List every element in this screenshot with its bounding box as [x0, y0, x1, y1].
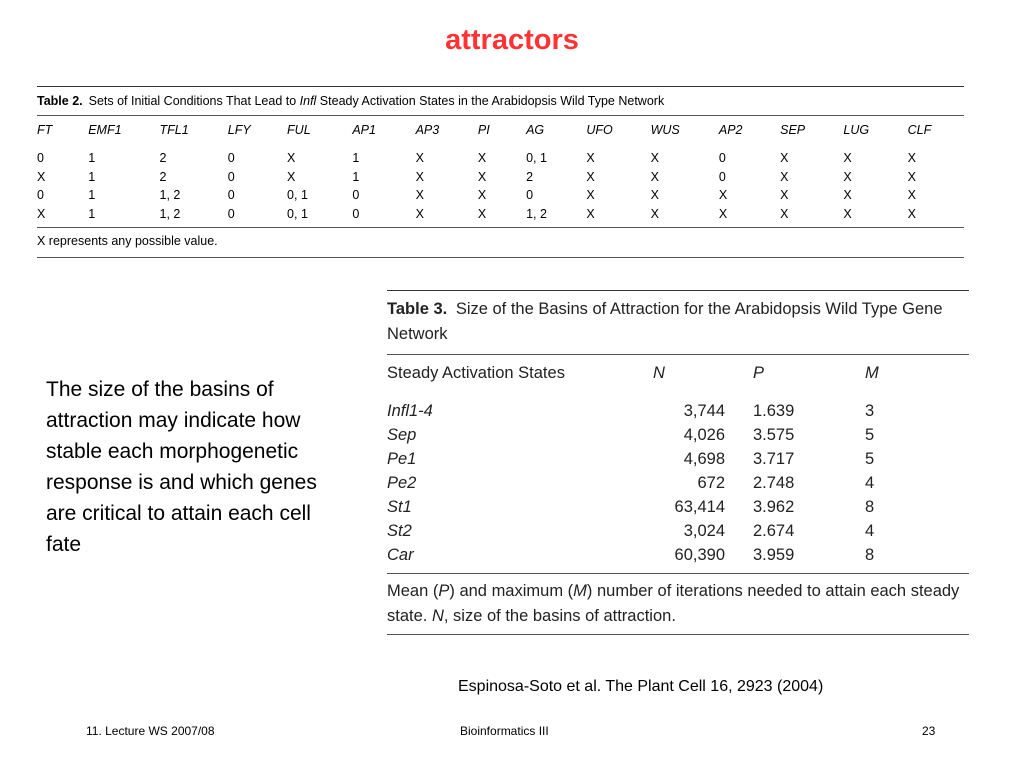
table-cell-state: Pe1 [387, 449, 417, 468]
table-cell: X [287, 151, 296, 166]
table-2-label: Table 2. [37, 94, 83, 108]
table-cell: X [650, 169, 659, 184]
table-cell-m: 5 [865, 449, 875, 468]
table-row [387, 423, 969, 447]
table-3-caption-text: Size of the Basins of Attraction for the Arabidopsis Wild Type Gene Network [387, 300, 943, 343]
table-3-label: Table 3. [387, 300, 448, 318]
table-3-footnote-em: N [431, 607, 444, 625]
table-2-column-header: LUG [843, 123, 870, 137]
table-cell: 0 [526, 188, 534, 203]
table-3-caption [387, 291, 969, 354]
slide-title: attractors [445, 24, 579, 56]
table-cell: 2 [159, 151, 167, 166]
table-cell: X [718, 206, 728, 221]
table-cell: X [907, 151, 916, 166]
table-cell-p: 2.674 [753, 521, 795, 540]
table-cell: 1, 2 [526, 206, 547, 221]
table-cell-state: Pe2 [387, 473, 417, 492]
table-2-column-header: AP2 [718, 123, 743, 137]
table-cell: X [586, 188, 595, 203]
table-cell-n: 63,414 [674, 497, 725, 516]
table-3-footnote-em: M [573, 582, 587, 600]
table-cell: X [415, 206, 424, 221]
table-2-caption-pre: Sets of Initial Conditions That Lead to [88, 94, 300, 108]
table-cell: 0 [37, 151, 44, 166]
table-cell: X [477, 169, 487, 184]
table-cell: 0 [37, 188, 44, 203]
table-cell: 0 [227, 206, 235, 221]
table-cell-n: 3,024 [683, 521, 725, 540]
table-cell: 0 [227, 188, 235, 203]
table-cell-state: Car [387, 545, 414, 564]
table-cell: X [287, 169, 296, 184]
table-2-grid [37, 116, 964, 227]
table-cell-p: 3.962 [753, 497, 795, 516]
table-cell-n: 4,026 [683, 425, 725, 444]
table-3-grid [387, 355, 969, 573]
table-cell: X [843, 206, 852, 221]
table-cell: X [907, 169, 916, 184]
table-cell: X [37, 169, 46, 184]
table-cell-state: Sep [387, 425, 417, 444]
table-3-footnote [387, 574, 969, 634]
table-3-bottom-rule [387, 634, 969, 635]
table-cell: 0, 1 [526, 151, 547, 166]
table-2-caption-post: Steady Activation States in the Arabidopsis Wild Type Network [316, 94, 665, 108]
table-2-column-header: FUL [287, 123, 311, 137]
table-2-caption [37, 87, 964, 115]
table-2-body [37, 144, 964, 227]
table-3-header-row [387, 355, 969, 392]
table-2-column-header: CLF [907, 123, 932, 137]
table-cell: X [780, 188, 789, 203]
table-2-column-header: EMF1 [88, 123, 122, 137]
table-2-bottom-rule [37, 257, 964, 258]
table-2-column-header: PI [477, 123, 490, 137]
table-3 [387, 290, 969, 635]
table-cell-p: 3.717 [753, 449, 795, 468]
table-cell: X [843, 188, 852, 203]
table-cell: X [718, 188, 728, 203]
table-3-footnote-part: ) and maximum ( [449, 582, 574, 600]
table-cell-n: 3,744 [683, 401, 725, 420]
table-2-column-header: SEP [780, 123, 806, 137]
side-explanation-text: The size of the basins of attraction may indicate how stable each morphogenetic response is and which genes are critical to attain each cell fate [46, 378, 317, 556]
table-cell-m: 4 [865, 521, 875, 540]
table-cell: X [843, 151, 852, 166]
table-cell: 1 [88, 188, 96, 203]
table-cell-p: 3.959 [753, 545, 795, 564]
table-cell-m: 8 [865, 497, 875, 516]
table-cell: 1 [352, 169, 360, 184]
table-cell: X [37, 206, 46, 221]
table-3-footnote-part: Mean ( [387, 582, 439, 600]
footer-course: Bioinformatics III [460, 724, 549, 738]
table-2-column-header: UFO [586, 123, 613, 137]
table-2-column-header: FT [37, 123, 53, 137]
table-cell: 0 [227, 169, 235, 184]
table-cell: X [415, 151, 424, 166]
table-2-column-header: TFL1 [159, 123, 189, 137]
table-cell-state: St1 [387, 497, 412, 516]
table-2-column-header: AG [526, 123, 545, 137]
table-cell: 0 [352, 206, 360, 221]
table-cell: X [477, 206, 487, 221]
table-cell-p: 1.639 [753, 401, 795, 420]
table-3-body [387, 392, 969, 573]
table-row [37, 144, 964, 168]
table-cell-state: Infl1-4 [387, 401, 433, 420]
table-cell: X [780, 206, 789, 221]
table-2-column-header: AP1 [352, 123, 376, 137]
table-3-header-p: P [753, 364, 765, 382]
table-cell: 0 [227, 151, 235, 166]
table-cell: X [843, 169, 852, 184]
table-cell-n: 60,390 [674, 545, 725, 564]
table-cell: X [780, 151, 789, 166]
table-cell-n: 672 [697, 473, 725, 492]
table-cell: 1 [88, 151, 96, 166]
table-cell-m: 3 [865, 401, 875, 420]
table-cell-p: 3.575 [753, 425, 795, 444]
table-cell: X [907, 188, 916, 203]
table-cell-m: 4 [865, 473, 875, 492]
table-cell: 1, 2 [159, 188, 181, 203]
table-cell: X [650, 206, 659, 221]
table-cell: 0, 1 [287, 188, 308, 203]
table-cell-m: 8 [865, 545, 875, 564]
table-3-header-n: N [653, 364, 665, 382]
footer-lecture: 11. Lecture WS 2007/08 [86, 724, 215, 738]
table-cell: X [650, 151, 659, 166]
table-cell: 2 [526, 169, 534, 184]
table-2-column-header: WUS [650, 123, 680, 137]
table-cell: X [650, 188, 659, 203]
table-row [387, 519, 969, 543]
table-row [387, 495, 969, 519]
table-cell: 1 [352, 151, 360, 166]
table-2 [37, 86, 964, 258]
table-cell: 2 [159, 169, 167, 184]
table-2-column-header: AP3 [415, 123, 440, 137]
table-row [387, 392, 969, 423]
table-cell: 1 [88, 206, 96, 221]
table-cell: X [415, 169, 424, 184]
table-2-footnote: X represents any possible value. [37, 234, 218, 248]
footer-page-number: 23 [922, 724, 936, 738]
table-3-header-state: Steady Activation States [387, 364, 565, 382]
table-cell: 1 [88, 169, 96, 184]
citation: Espinosa-Soto et al. The Plant Cell 16, 2923 (2004) [458, 678, 824, 695]
table-3-footnote-part: , size of the basins of attraction. [443, 607, 676, 625]
table-cell: 0 [718, 151, 726, 166]
table-cell: 0 [352, 188, 360, 203]
table-cell: X [780, 169, 789, 184]
table-row [37, 168, 964, 187]
table-2-caption-em: Infl [299, 94, 317, 108]
table-cell-m: 5 [865, 425, 875, 444]
table-cell: 0 [718, 169, 726, 184]
table-cell: X [586, 151, 595, 166]
table-cell-n: 4,698 [683, 449, 725, 468]
table-row [387, 447, 969, 471]
table-cell-state: St2 [387, 521, 412, 540]
table-row [37, 205, 964, 228]
table-cell: X [477, 188, 487, 203]
table-3-header-m: M [865, 364, 879, 382]
table-cell: 0, 1 [287, 206, 308, 221]
table-cell: X [477, 151, 487, 166]
table-2-column-header: LFY [227, 123, 251, 137]
table-row [37, 186, 964, 205]
table-2-header-row [37, 116, 964, 144]
table-cell: X [586, 206, 595, 221]
table-3-footnote-part: ) number of iterations needed to attain each steady state. [387, 582, 960, 625]
table-cell: X [415, 188, 424, 203]
table-cell: 1, 2 [159, 206, 181, 221]
table-cell-p: 2.748 [753, 473, 795, 492]
table-row [387, 543, 969, 573]
table-row [387, 471, 969, 495]
table-cell: X [586, 169, 595, 184]
table-cell: X [907, 206, 916, 221]
table-3-footnote-em: P [438, 582, 450, 600]
